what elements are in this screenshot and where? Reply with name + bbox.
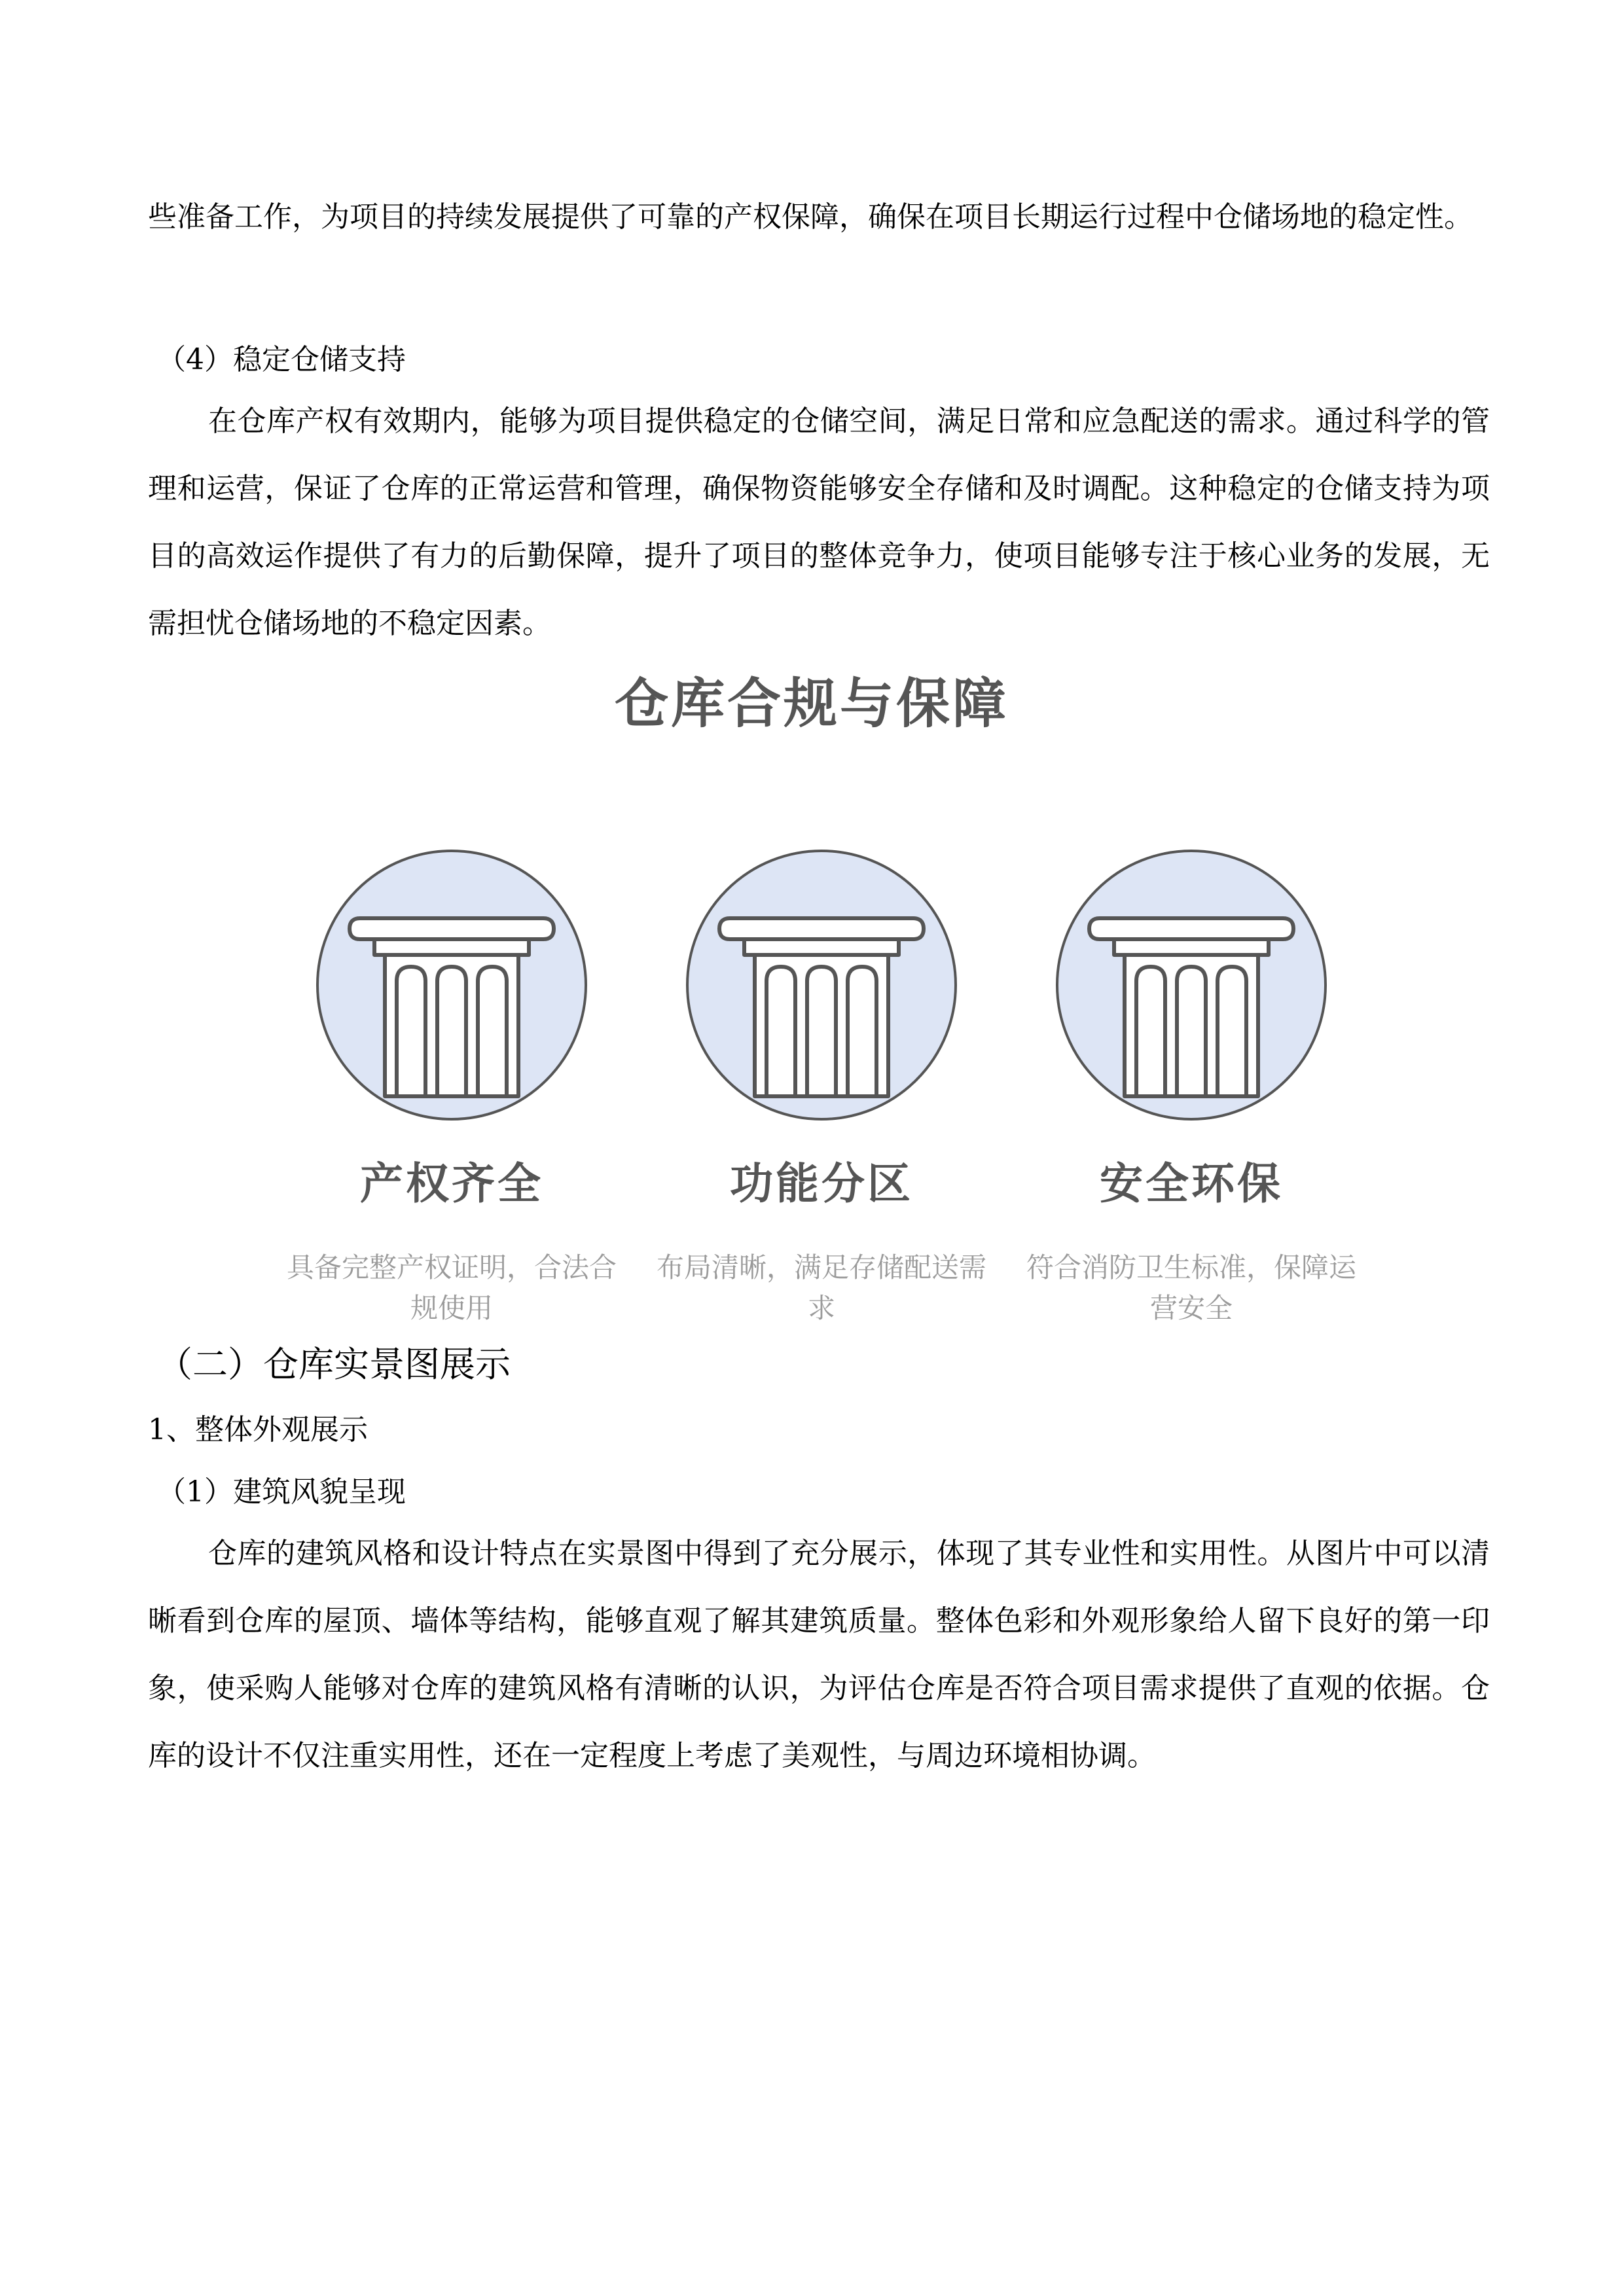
section-two-paragraph: 仓库的建筑风格和设计特点在实景图中得到了充分展示，体现了其专业性和实用性。从图片中可以清晰看到仓库的屋顶、墙体等结构，能够直观了解其建筑质量。整体色彩和外观形象给人留下良好的第一印象，使采购人能够对仓库的建筑风格有清晰的认识，为评估仓库是否符合项目需求提供了直观的依据。仓库的设计不仅注重实用性，还在一定程度上考虑了美观性，与周边环境相协调。 bbox=[148, 1537, 1490, 1772]
card-title: 产权齐全 bbox=[360, 1158, 543, 1209]
section-4-paragraph-block bbox=[148, 387, 1490, 657]
intro-paragraph-block bbox=[148, 183, 1490, 251]
infographic-title: 仓库合规与保障 bbox=[614, 673, 1009, 735]
infographic-card-property-rights bbox=[275, 848, 628, 1329]
pillar-icon bbox=[1054, 848, 1329, 1122]
card-title: 安全环保 bbox=[1100, 1158, 1283, 1209]
item-heading-architecture: （1）建筑风貌呈现 bbox=[157, 1475, 406, 1509]
card-description: 布局清晰，满足存储配送需求 bbox=[656, 1251, 986, 1324]
card-description: 符合消防卫生标准，保障运营安全 bbox=[1026, 1251, 1356, 1324]
card-description: 具备完整产权证明，合法合规使用 bbox=[286, 1251, 617, 1324]
sub-heading-overall-appearance: 1、整体外观展示 bbox=[148, 1413, 368, 1446]
infographic-card-safety-environment bbox=[1015, 848, 1368, 1329]
intro-paragraph: 些准备工作，为项目的持续发展提供了可靠的产权保障，确保在项目长期运行过程中仓储场地的稳定性。 bbox=[148, 200, 1473, 234]
pillar-icon bbox=[314, 848, 589, 1122]
pillar-icon bbox=[684, 848, 959, 1122]
card-title: 功能分区 bbox=[730, 1158, 913, 1209]
section-4-heading: （4）稳定仓储支持 bbox=[157, 343, 406, 376]
section-two-heading: （二）仓库实景图展示 bbox=[157, 1344, 511, 1385]
section-two-paragraph-block bbox=[148, 1520, 1490, 1789]
warehouse-compliance-infographic bbox=[262, 655, 1375, 1324]
section-4-paragraph: 在仓库产权有效期内，能够为项目提供稳定的仓储空间，满足日常和应急配送的需求。通过科学的管理和运营，保证了仓库的正常运营和管理，确保物资能够安全存储和及时调配。这种稳定的仓储支持为项目的高效运作提供了有力的后勤保障，提升了项目的整体竞争力，使项目能够专注于核心业务的发展，无需担忧仓储场地的不稳定因素。 bbox=[148, 404, 1490, 640]
infographic-card-functional-zoning bbox=[645, 848, 998, 1329]
